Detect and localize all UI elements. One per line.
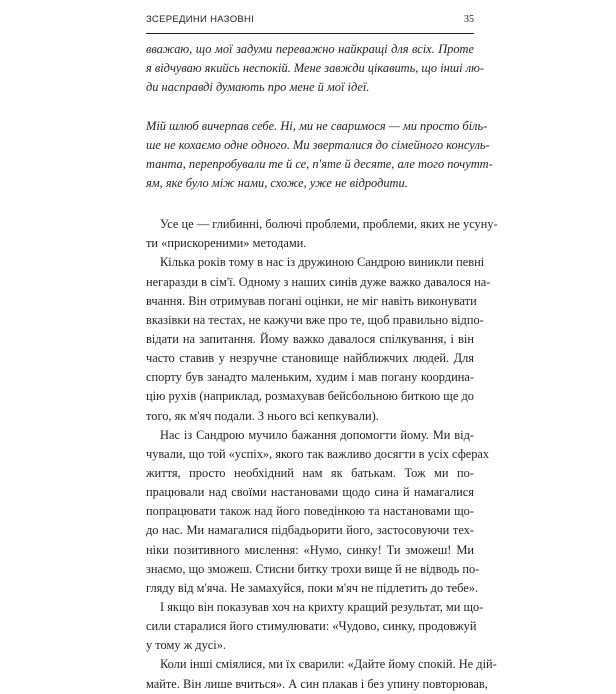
- text-line: ям, яке було між нами, схоже, уже не відродити.: [146, 175, 408, 190]
- text-line: сили старалися його стимулювати: «Чудово, синку, продовжуй: [146, 619, 477, 634]
- text-line: негаразди в сім'ї. Одному з наших синів дуже важко давалося на-: [146, 274, 491, 289]
- text-line: вчання. Він отримував погані оцінки, не міг навіть виконувати: [146, 293, 477, 308]
- body-paragraph-1: [146, 215, 498, 253]
- text-line: я відчуваю якийсь неспокій. Мене завжди цікавить, що інші лю-: [146, 61, 484, 76]
- header-rule: [146, 33, 474, 34]
- section-gap: [146, 193, 474, 215]
- text-line: спорту був занадто маленьким, худим і мав погану координа-: [146, 370, 474, 385]
- text-line: цію рухів (наприклад, розмахував бейсбольною биткою ще до: [146, 389, 474, 404]
- body-paragraph-4: [146, 655, 497, 693]
- text-line: до нас. Ми намагалися підбадьорити його, застосовуючи тех-: [146, 523, 474, 538]
- body-paragraph-2: [146, 253, 491, 425]
- text-line: життя, просто необхідний нам як батькам. Тож ми по-: [146, 465, 474, 480]
- text-line: ди насправді думають про мене й мої ідеї.: [146, 80, 370, 95]
- chapter-title: ЗСЕРЕДИНИ НАЗОВНІ: [146, 14, 255, 25]
- text-line: Мій шлюб вичерпав себе. Ні, ми не сваримося — ми просто біль-: [146, 118, 488, 133]
- text-line: І якщо він показував хоч на крихту кращий результат, ми що-: [160, 599, 484, 614]
- text-line: у тому ж дусі».: [146, 638, 227, 653]
- paragraph-gap: [146, 97, 474, 116]
- text-line: гляду від м'яча. Не замахуйся, поки м'яч не підлетить до тебе».: [146, 580, 479, 595]
- text-line: ніки позитивного мислення: «Нумо, синку! Ти зможеш! Ми: [146, 542, 474, 557]
- text-line: попрацювати також над його поведінкою та настановами що-: [146, 504, 474, 519]
- text-line: ти «прискореними» методами.: [146, 236, 307, 251]
- quote-paragraph-2: [146, 117, 493, 194]
- quote-paragraph-1: [146, 40, 484, 97]
- text-line: чували, що той «успіх», якого так важливо досягти в усіх сферах: [146, 446, 490, 461]
- page-text: [146, 40, 498, 694]
- text-line: того, як м'яч подали. З нього всі кепкували).: [146, 408, 379, 423]
- body-paragraph-3: [146, 426, 490, 656]
- text-line: танта, перепробували те й се, п'яте й десяте, але того почутт-: [146, 156, 493, 171]
- text-line: Кілька років тому в нас із дружиною Сандрою виникли певні: [160, 255, 485, 270]
- running-head: [146, 14, 474, 30]
- text-line: Коли інші сміялися, ми їх сварили: «Дайте йому спокій. Не дій-: [160, 657, 497, 672]
- text-line: знаємо, що зможеш. Стисни битку трохи вище й не відводь по-: [146, 561, 480, 576]
- text-line: відати на запитання. Йому важко давалося спілкування, і він: [146, 331, 474, 346]
- text-line: працювали над своїми настановами щодо сина й намагалися: [146, 485, 474, 500]
- text-line: часто ставив у незручне становище найближчих людей. Для: [146, 351, 474, 366]
- text-line: вважаю, що мої задуми переважно найкращі для всіх. Проте: [146, 42, 474, 56]
- text-line: Нас із Сандрою мучило бажання допомогти йому. Ми від-: [160, 427, 474, 442]
- text-line: майте. Він лише вчиться». А син плакав і без упину повторював,: [146, 676, 488, 691]
- text-line: вказівки на тестах, не кажучи вже про те, щоб правильно відпо-: [146, 312, 484, 327]
- page-number: 35: [464, 14, 474, 25]
- text-line: ше не кохаємо одне одного. Ми зверталися до сімейного консуль-: [146, 137, 490, 152]
- text-line: Усе це — глибинні, болючі проблеми, проблеми, яких не усуну-: [160, 217, 498, 232]
